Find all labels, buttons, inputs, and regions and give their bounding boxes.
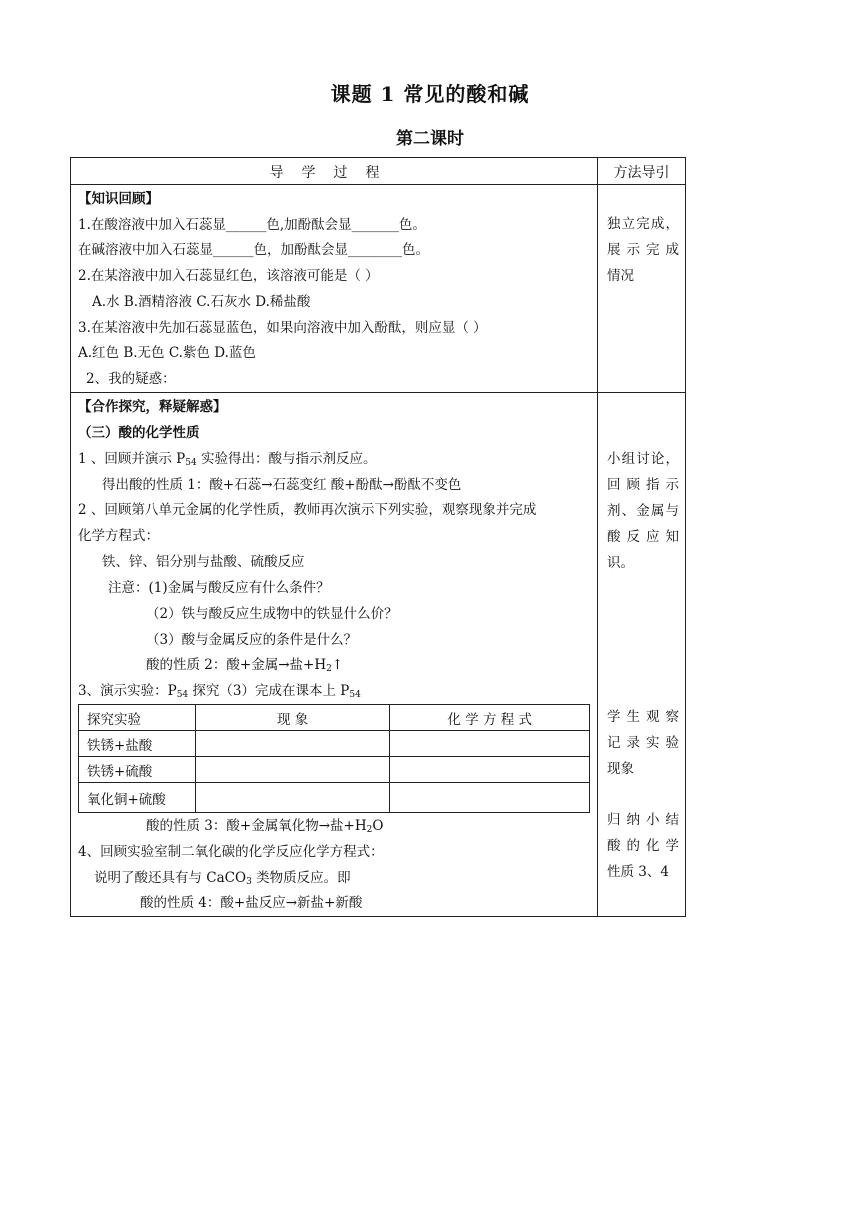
table-header: 现 象 — [195, 705, 390, 731]
review-question: 3.在某溶液中先加石蕊显蓝色，如果向溶液中加入酚酞，则应显（ ） — [78, 320, 487, 336]
section-heading-review: 【知识回顾】 — [78, 191, 159, 207]
table-cell — [195, 783, 390, 813]
method-line: 酸 反 应 知 — [607, 529, 679, 545]
method-line: 现象 — [607, 761, 634, 777]
table-cell — [195, 731, 390, 757]
header-process: 导学过程 — [269, 165, 398, 181]
acid-property-4: 酸的性质 4：酸+盐反应→新盐+新酸 — [140, 895, 363, 911]
review-line: 在碱溶液中加入石蕊显______色，加酚酞会显________色。 — [78, 242, 429, 258]
inquiry-line: 2 、回顾第八单元金属的化学性质，教师再次演示下列实验，观察现象并完成 — [78, 502, 537, 518]
header-divider — [70, 184, 686, 185]
review-line: 1.在酸溶液中加入石蕊显______色,加酚酞会显_______色。 — [78, 217, 426, 233]
method-line: 小组讨论， — [607, 451, 679, 467]
table-row — [79, 731, 590, 757]
review-options: A.水 B.酒精溶液 C.石灰水 D.稀盐酸 — [92, 294, 311, 310]
section-divider — [70, 392, 686, 393]
method-line: 独立完成， — [607, 216, 679, 232]
method-note-review — [607, 211, 679, 289]
table-header: 化 学 方 程 式 — [390, 705, 590, 731]
table-header: 探究实验 — [79, 705, 196, 731]
table-cell — [390, 783, 590, 813]
method-note-observe — [607, 704, 679, 782]
page-title: 课题 1 常见的酸和碱 — [330, 82, 530, 106]
method-note-discussion — [607, 446, 679, 576]
table-header-row — [79, 705, 590, 731]
method-line: 记 录 实 验 — [607, 735, 679, 751]
method-note-summary — [607, 807, 679, 885]
table-row — [79, 783, 590, 813]
column-divider — [597, 157, 598, 917]
inquiry-line: 化学方程式： — [78, 528, 159, 544]
method-line: 性质 3、4 — [607, 864, 669, 880]
review-doubts: 2、我的疑惑： — [86, 371, 176, 387]
table-cell: 铁锈+硫酸 — [79, 757, 196, 783]
method-line: 酸 的 化 学 — [607, 838, 679, 854]
acid-property-3: 酸的性质 3：酸+金属氧化物→盐$+H_2O$ — [146, 818, 384, 835]
acid-property-2: 酸的性质 2：酸+金属→盐$+H_2↑$ — [146, 657, 344, 674]
inquiry-line: 4、回顾实验室制二氧化碳的化学反应化学方程式： — [78, 844, 384, 860]
note-line: （2）铁与酸反应生成物中的铁显什么价？ — [146, 606, 398, 622]
method-line: 归 纳 小 结 — [607, 812, 679, 828]
inquiry-line: 1 、回顾并演示 $P_{54}$ 实验得出：酸与指示剂反应。 — [78, 451, 377, 468]
method-line: 情况 — [607, 268, 634, 284]
method-line: 识。 — [607, 555, 634, 571]
table-cell — [390, 731, 590, 757]
inquiry-line: 3、演示实验：$P_{54}$ 探究（3）完成在课本上 $P_{54}$ — [78, 683, 361, 700]
table-cell: 氧化铜+硫酸 — [79, 783, 196, 813]
method-line: 剂、金属与 — [607, 503, 679, 519]
header-method: 方法导引 — [613, 165, 670, 181]
method-line: 回 顾 指 示 — [607, 477, 679, 493]
table-row — [79, 757, 590, 783]
experiment-table — [78, 704, 590, 813]
inquiry-line: 铁、锌、铝分别与盐酸、硫酸反应 — [102, 554, 305, 570]
table-cell — [390, 757, 590, 783]
subheading-acid-properties: （三）酸的化学性质 — [78, 425, 200, 441]
note-line: 注意：(1)金属与酸反应有什么条件？ — [108, 580, 330, 596]
section-heading-inquiry: 【合作探究，释疑解惑】 — [78, 399, 227, 415]
inquiry-line: 说明了酸还具有与 CaCO$_3$ 类物质反应。即 — [94, 870, 351, 887]
table-cell: 铁锈+盐酸 — [79, 731, 196, 757]
page-subtitle: 第二课时 — [396, 129, 464, 149]
review-options: A.红色 B.无色 C.紫色 D.蓝色 — [78, 345, 256, 361]
review-question: 2.在某溶液中加入石蕊显红色，该溶液可能是（ ） — [78, 268, 379, 284]
method-line: 学 生 观 察 — [607, 709, 679, 725]
table-cell — [195, 757, 390, 783]
acid-property-1: 得出酸的性质 1：酸+石蕊→石蕊变红 酸+酚酞→酚酞不变色 — [102, 477, 462, 493]
method-line: 展 示 完 成 — [607, 242, 679, 258]
note-line: （3）酸与金属反应的条件是什么？ — [146, 632, 358, 648]
